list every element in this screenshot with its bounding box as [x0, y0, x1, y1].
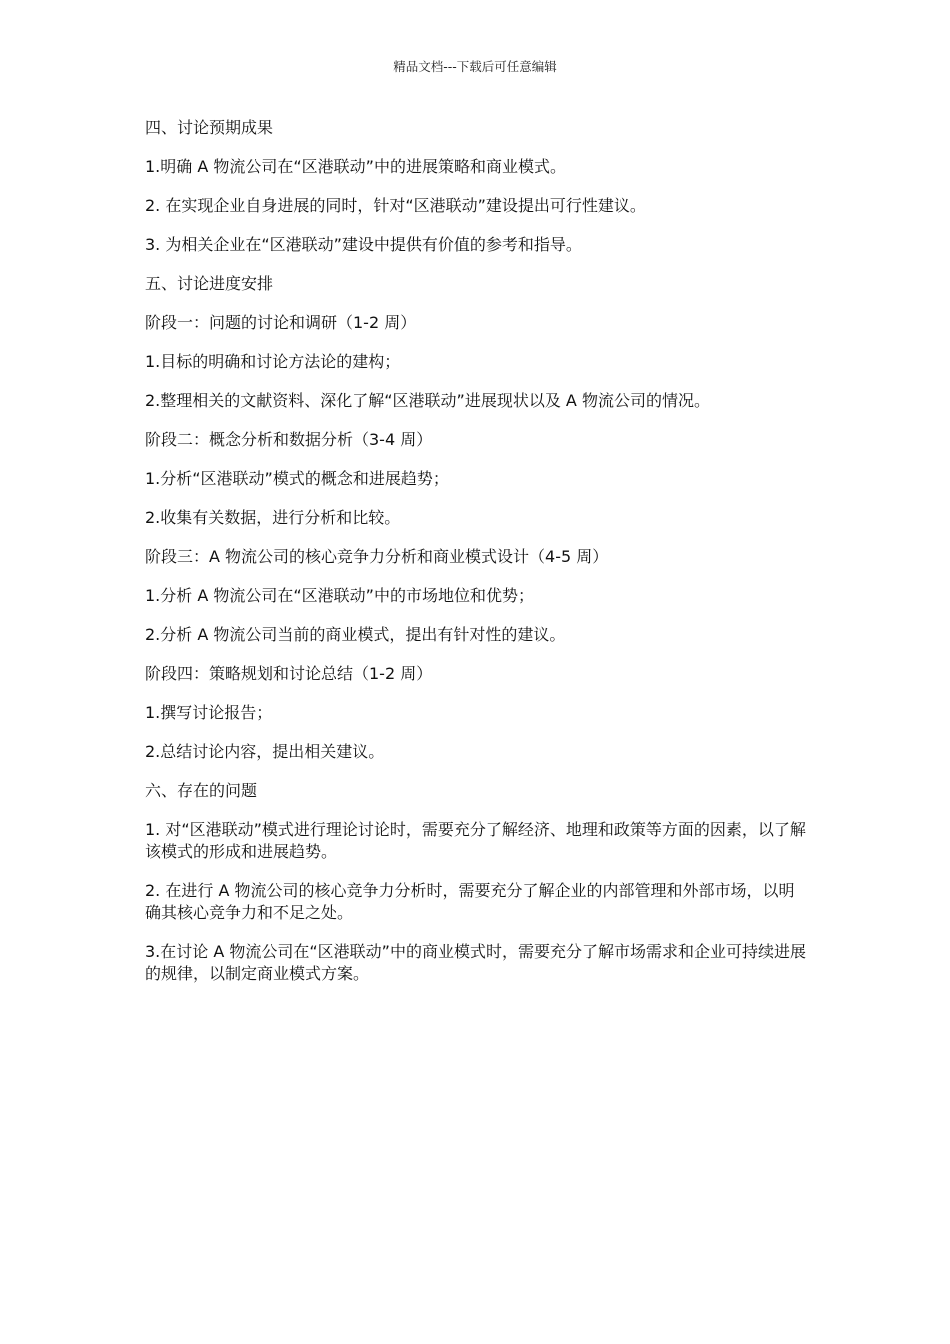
section-heading-5: 五、讨论进度安排	[145, 274, 274, 293]
document-body	[145, 117, 810, 1002]
paragraph: 1.明确 A 物流公司在“区港联动”中的进展策略和商业模式。	[145, 157, 566, 176]
stage-heading-4: 阶段四：策略规划和讨论总结（1-2 周）	[145, 664, 433, 683]
paragraph: 1.分析“区港联动”模式的概念和进展趋势；	[145, 469, 449, 488]
stage-heading-2: 阶段二：概念分析和数据分析（3-4 周）	[145, 430, 433, 449]
paragraph: 1.撰写讨论报告；	[145, 703, 273, 722]
paragraph: 2.收集有关数据，进行分析和比较。	[145, 508, 401, 527]
paragraph: 2.分析 A 物流公司当前的商业模式，提出有针对性的建议。	[145, 625, 566, 644]
paragraph: 2.整理相关的文献资料、深化了解“区港联动”进展现状以及 A 物流公司的情况。	[145, 391, 710, 410]
paragraph: 1. 对“区港联动”模式进行理论讨论时，需要充分了解经济、地理和政策等方面的因素，以了解该模式的形成和进展趋势。	[145, 820, 806, 861]
stage-heading-3: 阶段三：A 物流公司的核心竞争力分析和商业模式设计（4-5 周）	[145, 547, 609, 566]
paragraph: 1.分析 A 物流公司在“区港联动”中的市场地位和优势；	[145, 586, 534, 605]
paragraph: 3.在讨论 A 物流公司在“区港联动”中的商业模式时，需要充分了解市场需求和企业可持续进展的规律，以制定商业模式方案。	[145, 942, 806, 983]
paragraph: 1.目标的明确和讨论方法论的建构；	[145, 352, 401, 371]
stage-heading-1: 阶段一：问题的讨论和调研（1-2 周）	[145, 313, 417, 332]
section-heading-4: 四、讨论预期成果	[145, 118, 274, 137]
paragraph: 2. 在实现企业自身进展的同时，针对“区港联动”建设提出可行性建议。	[145, 196, 646, 215]
section-heading-6: 六、存在的问题	[145, 781, 258, 800]
paragraph: 2. 在进行 A 物流公司的核心竞争力分析时，需要充分了解企业的内部管理和外部市场，以明确其核心竞争力和不足之处。	[145, 881, 795, 922]
paragraph: 3. 为相关企业在“区港联动”建设中提供有价值的参考和指导。	[145, 235, 582, 254]
paragraph: 2.总结讨论内容，提出相关建议。	[145, 742, 385, 761]
page-header: 精品文档---下载后可任意编辑	[393, 59, 557, 74]
